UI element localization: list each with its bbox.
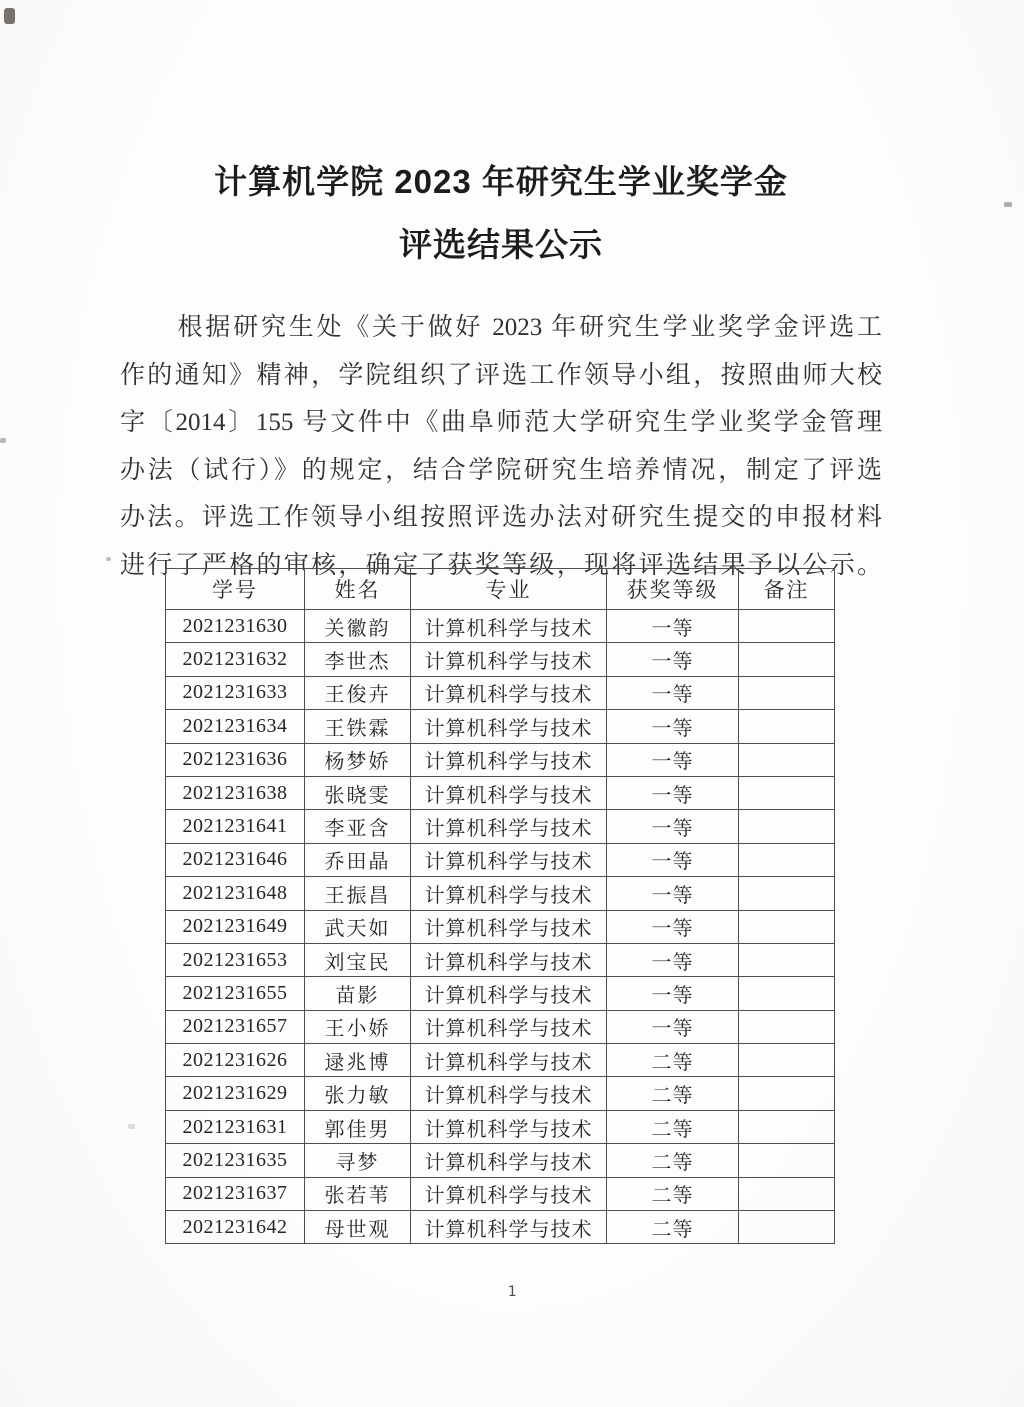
- table-cell-id: 2021231641: [166, 810, 305, 843]
- scan-artifact: [4, 8, 15, 24]
- paragraph-line: 根据研究生处《关于做好 2023 年研究生学业奖学金评选工: [177, 314, 882, 341]
- table-cell-id: 2021231629: [166, 1077, 305, 1110]
- table-cell-name: 张力敏: [305, 1077, 411, 1110]
- table-cell-grade: 一等: [607, 610, 739, 643]
- table-cell-grade: 二等: [607, 1044, 739, 1077]
- table-cell-grade: 一等: [607, 1010, 739, 1043]
- table-row: [166, 943, 835, 976]
- table-cell-major: 计算机科学与技术: [411, 977, 607, 1010]
- table-row: [166, 676, 835, 709]
- table-head: [166, 569, 835, 610]
- table-cell-name: 寻梦: [305, 1144, 411, 1177]
- title-line-1: 计算机学院 2023 年研究生学业奖学金: [214, 163, 788, 200]
- table-row: [166, 1044, 835, 1077]
- column-header-0: 学号: [166, 569, 305, 610]
- table-cell-note: [739, 1077, 835, 1110]
- paragraph-line: 进行了严格的审核，确定了获奖等级，现将评选结果予以公示。: [120, 551, 882, 579]
- paragraph-line: 办法。评选工作领导小组按照评选办法对研究生提交的申报材料: [120, 504, 882, 531]
- table-cell-id: 2021231655: [166, 977, 305, 1010]
- table-row: [166, 1077, 835, 1110]
- table-cell-name: 张晓雯: [305, 776, 411, 809]
- table-cell-note: [739, 1144, 835, 1177]
- table-row: [166, 643, 835, 676]
- table-cell-id: 2021231636: [166, 743, 305, 776]
- table-cell-id: 2021231634: [166, 710, 305, 743]
- table-cell-id: 2021231657: [166, 1010, 305, 1043]
- table-cell-name: 母世观: [305, 1211, 411, 1244]
- column-header-1: 姓名: [305, 569, 411, 610]
- table-cell-id: 2021231632: [166, 643, 305, 676]
- table-cell-id: 2021231646: [166, 843, 305, 876]
- table-cell-grade: 一等: [607, 943, 739, 976]
- table-row: [166, 1144, 835, 1177]
- table-cell-major: 计算机科学与技术: [411, 810, 607, 843]
- table-cell-id: 2021231631: [166, 1110, 305, 1143]
- table-cell-note: [739, 676, 835, 709]
- document-title: [120, 150, 882, 276]
- table-row: [166, 1010, 835, 1043]
- table-cell-name: 刘宝民: [305, 943, 411, 976]
- table-row: [166, 1177, 835, 1210]
- table-cell-id: 2021231633: [166, 676, 305, 709]
- table-row: [166, 710, 835, 743]
- table-cell-name: 武天如: [305, 910, 411, 943]
- table-cell-major: 计算机科学与技术: [411, 1177, 607, 1210]
- table-cell-note: [739, 1010, 835, 1043]
- paragraph-line: 作的通知》精神，学院组织了评选工作领导小组，按照曲师大校: [120, 361, 882, 389]
- table-cell-grade: 二等: [607, 1177, 739, 1210]
- table-cell-major: 计算机科学与技术: [411, 910, 607, 943]
- table-cell-grade: 一等: [607, 743, 739, 776]
- table-row: [166, 1110, 835, 1143]
- table-cell-grade: 一等: [607, 676, 739, 709]
- table-cell-major: 计算机科学与技术: [411, 776, 607, 809]
- table-cell-grade: 一等: [607, 977, 739, 1010]
- table-cell-note: [739, 810, 835, 843]
- table-cell-major: 计算机科学与技术: [411, 1044, 607, 1077]
- table-cell-name: 李亚含: [305, 810, 411, 843]
- table-cell-major: 计算机科学与技术: [411, 1144, 607, 1177]
- results-table: [165, 568, 835, 1244]
- table-row: [166, 743, 835, 776]
- table-cell-note: [739, 1211, 835, 1244]
- table-body: [166, 610, 835, 1244]
- table-cell-major: 计算机科学与技术: [411, 743, 607, 776]
- table-cell-grade: 一等: [607, 910, 739, 943]
- table-cell-grade: 一等: [607, 776, 739, 809]
- column-header-2: 专业: [411, 569, 607, 610]
- table-cell-major: 计算机科学与技术: [411, 1211, 607, 1244]
- table-cell-grade: 二等: [607, 1077, 739, 1110]
- table-cell-id: 2021231648: [166, 877, 305, 910]
- table-cell-note: [739, 1110, 835, 1143]
- table-cell-name: 王俊卉: [305, 676, 411, 709]
- table-cell-grade: 一等: [607, 810, 739, 843]
- table-cell-note: [739, 977, 835, 1010]
- scan-artifact: [0, 438, 6, 443]
- table-cell-name: 王铁霖: [305, 710, 411, 743]
- column-header-4: 备注: [739, 569, 835, 610]
- table-cell-id: 2021231637: [166, 1177, 305, 1210]
- table-cell-name: 李世杰: [305, 643, 411, 676]
- table-cell-grade: 一等: [607, 643, 739, 676]
- table-cell-name: 苗影: [305, 977, 411, 1010]
- header-row: [166, 569, 835, 610]
- table-cell-major: 计算机科学与技术: [411, 710, 607, 743]
- table-row: [166, 1211, 835, 1244]
- table-cell-id: 2021231626: [166, 1044, 305, 1077]
- table-cell-major: 计算机科学与技术: [411, 676, 607, 709]
- table-cell-note: [739, 643, 835, 676]
- table-cell-note: [739, 943, 835, 976]
- table-cell-major: 计算机科学与技术: [411, 943, 607, 976]
- table-cell-note: [739, 910, 835, 943]
- table-row: [166, 843, 835, 876]
- table-cell-note: [739, 610, 835, 643]
- table-cell-name: 关徽韵: [305, 610, 411, 643]
- document-content: [120, 0, 882, 589]
- table-cell-grade: 一等: [607, 843, 739, 876]
- table-cell-note: [739, 743, 835, 776]
- table-cell-grade: 一等: [607, 877, 739, 910]
- table-cell-grade: 一等: [607, 710, 739, 743]
- table-cell-grade: 二等: [607, 1144, 739, 1177]
- table-row: [166, 810, 835, 843]
- table-cell-major: 计算机科学与技术: [411, 1110, 607, 1143]
- table-cell-note: [739, 1044, 835, 1077]
- table-row: [166, 610, 835, 643]
- table-cell-major: 计算机科学与技术: [411, 610, 607, 643]
- table-cell-name: 郭佳男: [305, 1110, 411, 1143]
- table-cell-name: 逯兆博: [305, 1044, 411, 1077]
- table-cell-grade: 二等: [607, 1110, 739, 1143]
- table-cell-major: 计算机科学与技术: [411, 877, 607, 910]
- table-cell-note: [739, 877, 835, 910]
- table-cell-note: [739, 710, 835, 743]
- table-cell-id: 2021231635: [166, 1144, 305, 1177]
- table-cell-grade: 二等: [607, 1211, 739, 1244]
- table-cell-id: 2021231630: [166, 610, 305, 643]
- table-cell-note: [739, 776, 835, 809]
- scan-artifact: [1004, 202, 1012, 207]
- table-cell-name: 杨梦娇: [305, 743, 411, 776]
- table-cell-id: 2021231649: [166, 910, 305, 943]
- table-row: [166, 977, 835, 1010]
- table-cell-id: 2021231638: [166, 776, 305, 809]
- results-table-container: [165, 568, 835, 1244]
- table-cell-id: 2021231653: [166, 943, 305, 976]
- table-cell-major: 计算机科学与技术: [411, 643, 607, 676]
- table-cell-major: 计算机科学与技术: [411, 843, 607, 876]
- table-cell-name: 乔田晶: [305, 843, 411, 876]
- intro-paragraph: [120, 304, 882, 589]
- table-cell-name: 王小娇: [305, 1010, 411, 1043]
- table-cell-major: 计算机科学与技术: [411, 1077, 607, 1110]
- table-cell-id: 2021231642: [166, 1211, 305, 1244]
- table-row: [166, 776, 835, 809]
- paragraph-line: 字〔2014〕155 号文件中《曲阜师范大学研究生学业奖学金管理: [120, 409, 882, 436]
- title-line-2: 评选结果公示: [399, 226, 603, 263]
- table-cell-major: 计算机科学与技术: [411, 1010, 607, 1043]
- column-header-3: 获奖等级: [607, 569, 739, 610]
- table-row: [166, 910, 835, 943]
- table-row: [166, 877, 835, 910]
- paragraph-line: 办法（试行）》的规定，结合学院研究生培养情况，制定了评选: [120, 456, 882, 484]
- scan-artifact: [106, 557, 111, 561]
- table-cell-name: 张若苇: [305, 1177, 411, 1210]
- scan-artifact: [128, 1124, 135, 1129]
- table-cell-note: [739, 1177, 835, 1210]
- table-cell-note: [739, 843, 835, 876]
- table-cell-name: 王振昌: [305, 877, 411, 910]
- page-number: 1: [507, 1284, 517, 1300]
